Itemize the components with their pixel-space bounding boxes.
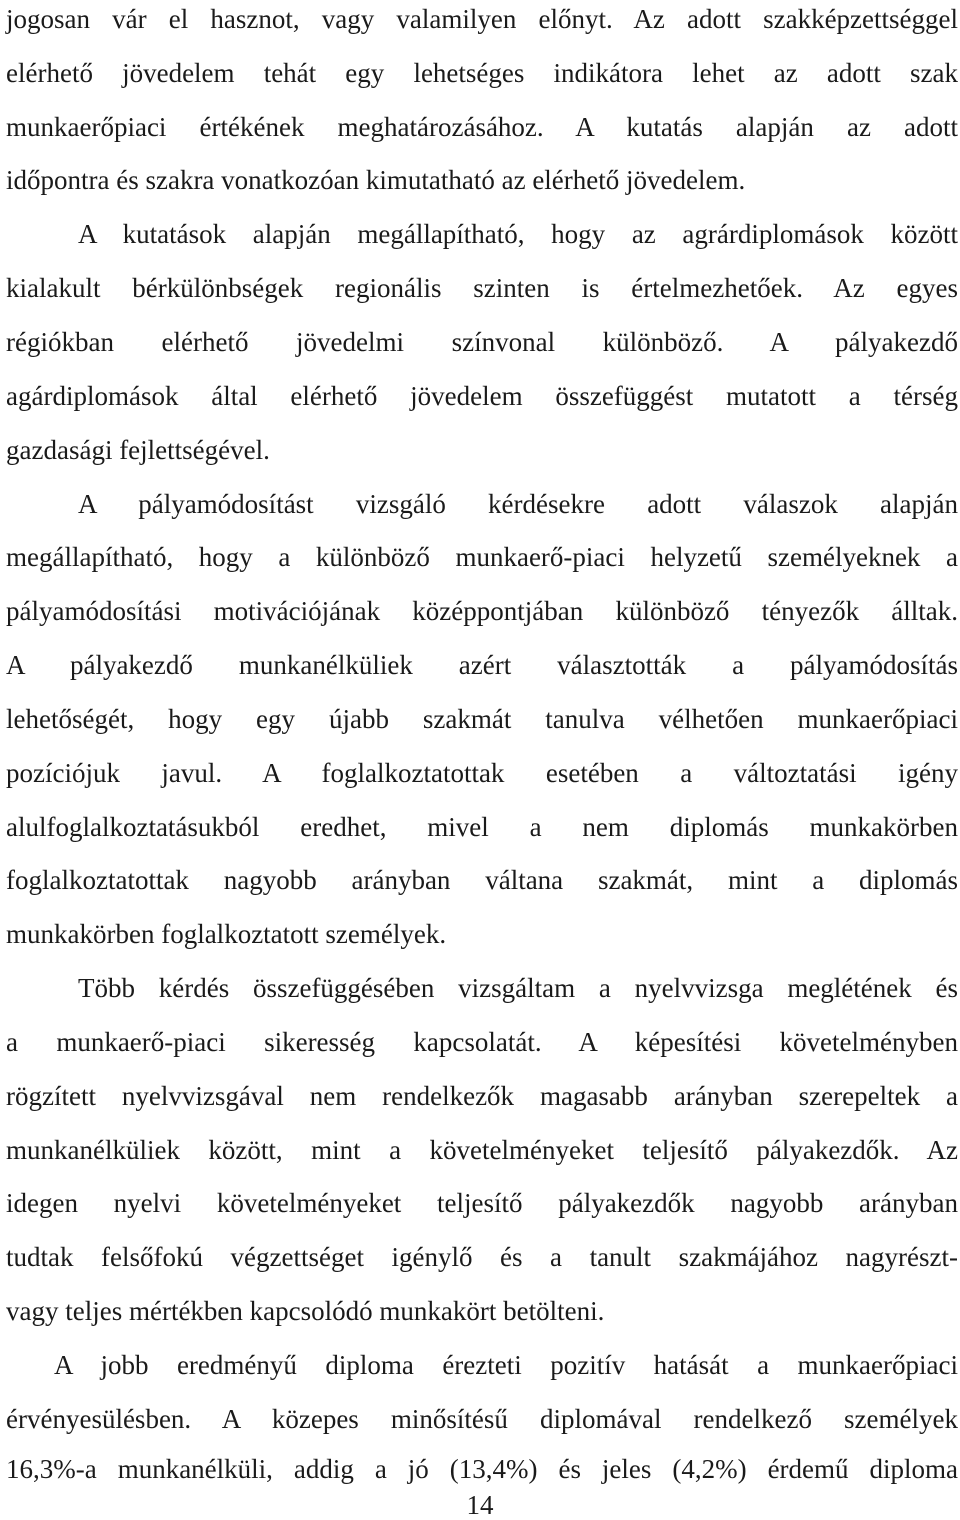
text-line: pályamódosítási motivációjának középpontjában különböző tényezők álltak. (6, 596, 958, 626)
text-line: érvényesülésben. A közepes minősítésű diplomával rendelkező személyek (6, 1404, 958, 1434)
text-line: idegen nyelvi követelményeket teljesítő pályakezdők nagyobb arányban (6, 1188, 958, 1218)
text-line: gazdasági fejlettségével. (6, 435, 270, 465)
text-line: foglalkoztatottak nagyobb arányban váltana szakmát, mint a diplomás (6, 865, 958, 895)
text-line: agárdiplomások által elérhető jövedelem összefüggést mutatott a térség (6, 381, 958, 411)
text-line: elérhető jövedelem tehát egy lehetséges indikátora lehet az adott szak (6, 58, 958, 88)
text-line: régiókban elérhető jövedelmi színvonal különböző. A pályakezdő (6, 327, 958, 357)
text-line: megállapítható, hogy a különböző munkaerő-piaci helyzetű személyeknek a (6, 542, 958, 572)
text-line: alulfoglalkoztatásukból eredhet, mivel a nem diplomás munkakörben (6, 812, 958, 842)
text-line: pozíciójuk javul. A foglalkoztatottak esetében a változtatási igény (6, 758, 958, 788)
page-number: 14 (466, 1490, 494, 1520)
text-line: 16,3%-a munkanélküli, addig a jó (13,4%) és jeles (4,2%) érdemű diploma (6, 1454, 958, 1484)
text-line: a munkaerő-piaci sikeresség kapcsolatát. A képesítési követelményben (6, 1027, 958, 1057)
text-line: Több kérdés összefüggésében vizsgáltam a nyelvvizsga meglétének és (78, 973, 958, 1003)
text-line: rögzített nyelvvizsgával nem rendelkezők magasabb arányban szerepeltek a (6, 1081, 958, 1111)
text-line: A kutatások alapján megállapítható, hogy az agrárdiplomások között (78, 219, 958, 249)
text-line: munkakörben foglalkoztatott személyek. (6, 919, 447, 949)
text-line: jogosan vár el hasznot, vagy valamilyen előnyt. Az adott szakképzettséggel (6, 4, 958, 34)
text-line: vagy teljes mértékben kapcsolódó munkakört betölteni. (6, 1296, 605, 1326)
text-line: munkanélküliek között, mint a követelményeket teljesítő pályakezdők. Az (6, 1135, 958, 1165)
text-line: időpontra és szakra vonatkozóan kimutatható az elérhető jövedelem. (6, 165, 746, 195)
text-line: kialakult bérkülönbségek regionális szinten is értelmezhetőek. Az egyes (6, 273, 958, 303)
text-line: munkaerőpiaci értékének meghatározásához. A kutatás alapján az adott (6, 112, 958, 142)
text-line: A pályakezdő munkanélküliek azért választották a pályamódosítás (6, 650, 958, 680)
text-line: lehetőségét, hogy egy újabb szakmát tanulva vélhetően munkaerőpiaci (6, 704, 958, 734)
text-line: A jobb eredményű diploma érezteti pozitív hatását a munkaerőpiaci (54, 1350, 958, 1380)
text-line: A pályamódosítást vizsgáló kérdésekre adott válaszok alapján (78, 489, 958, 519)
text-line: tudtak felsőfokú végzettséget igénylő és a tanult szakmájához nagyrészt- (6, 1242, 958, 1272)
